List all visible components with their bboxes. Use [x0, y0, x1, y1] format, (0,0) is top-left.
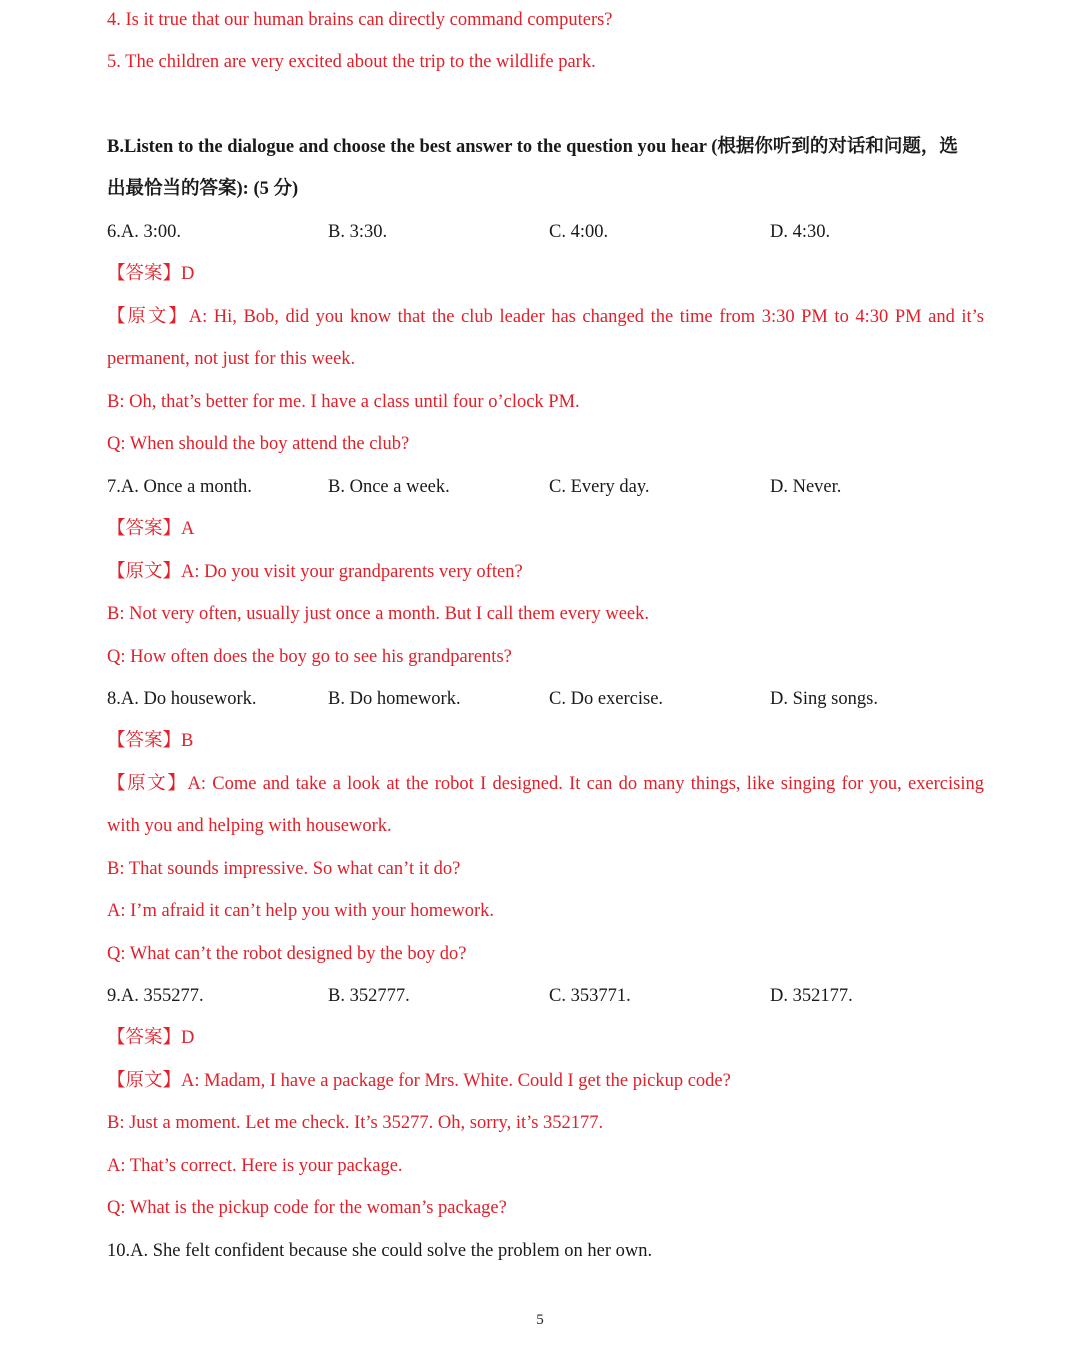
question-8-script-line: with you and helping with housework. [107, 816, 392, 836]
answer-sentence-5: 5. The children are very excited about the trip to the wildlife park. [107, 52, 596, 72]
question-6-script-line: B: Oh, that’s better for me. I have a class until four o’clock PM. [107, 392, 580, 412]
question-7-script-line: Q: How often does the boy go to see his grandparents? [107, 647, 512, 667]
option-c: C. Every day. [549, 477, 650, 497]
question-8-script-line: B: That sounds impressive. So what can’t it do? [107, 859, 461, 879]
question-8-script-line: Q: What can’t the robot designed by the boy do? [107, 944, 467, 964]
question-9-answer: 【答案】D [107, 1028, 195, 1048]
option-a: 8.A. Do housework. [107, 689, 257, 709]
question-6-script-line: 【原文】A: Hi, Bob, did you know that the club leader has changed the time from 3:30 PM to 4:30 PM and it’s [107, 307, 984, 327]
question-7-options [107, 475, 987, 499]
option-d: D. 352177. [770, 986, 853, 1006]
question-10-option-a: 10.A. She felt confident because she could solve the problem on her own. [107, 1241, 653, 1261]
question-7-script-line: 【原文】A: Do you visit your grandparents very often? [107, 562, 523, 582]
option-b: B. 3:30. [328, 222, 388, 242]
question-8-answer: 【答案】B [107, 731, 194, 751]
question-8-script-line: A: I’m afraid it can’t help you with your homework. [107, 901, 495, 921]
question-6-script-line: permanent, not just for this week. [107, 349, 356, 369]
question-7-answer: 【答案】A [107, 519, 195, 539]
option-d: D. 4:30. [770, 222, 831, 242]
question-6-options [107, 220, 987, 244]
question-6-script-line: Q: When should the boy attend the club? [107, 434, 410, 454]
option-b: B. Do homework. [328, 689, 461, 709]
option-c: C. 4:00. [549, 222, 609, 242]
option-c: C. Do exercise. [549, 689, 664, 709]
option-d: D. Never. [770, 477, 842, 497]
option-d: D. Sing songs. [770, 689, 878, 709]
option-b: B. Once a week. [328, 477, 450, 497]
page-number: 5 [536, 1312, 544, 1328]
answer-sentence-4: 4. Is it true that our human brains can directly command computers? [107, 10, 613, 30]
option-b: B. 352777. [328, 986, 410, 1006]
option-a: 7.A. Once a month. [107, 477, 252, 497]
question-7-script-line: B: Not very often, usually just once a month. But I call them every week. [107, 604, 650, 624]
section-b-heading: B.Listen to the dialogue and choose the best answer to the question you hear (根据你听到的对话和问题，选 [107, 137, 958, 157]
question-9-script-line: 【原文】A: Madam, I have a package for Mrs. White. Could I get the pickup code? [107, 1071, 731, 1091]
question-9-script-line: B: Just a moment. Let me check. It’s 35277. Oh, sorry, it’s 352177. [107, 1113, 604, 1133]
question-8-options [107, 687, 987, 711]
question-9-script-line: A: That’s correct. Here is your package. [107, 1156, 403, 1176]
question-9-options [107, 984, 987, 1008]
option-a: 9.A. 355277. [107, 986, 204, 1006]
question-8-script-line: 【原文】A: Come and take a look at the robot I designed. It can do many things, like singing for you, exercising [107, 774, 984, 794]
section-b-heading-cont: 出最恰当的答案): (5 分) [107, 179, 299, 199]
question-9-script-line: Q: What is the pickup code for the woman’s package? [107, 1198, 507, 1218]
question-6-answer: 【答案】D [107, 264, 195, 284]
option-c: C. 353771. [549, 986, 631, 1006]
option-a: 6.A. 3:00. [107, 222, 181, 242]
